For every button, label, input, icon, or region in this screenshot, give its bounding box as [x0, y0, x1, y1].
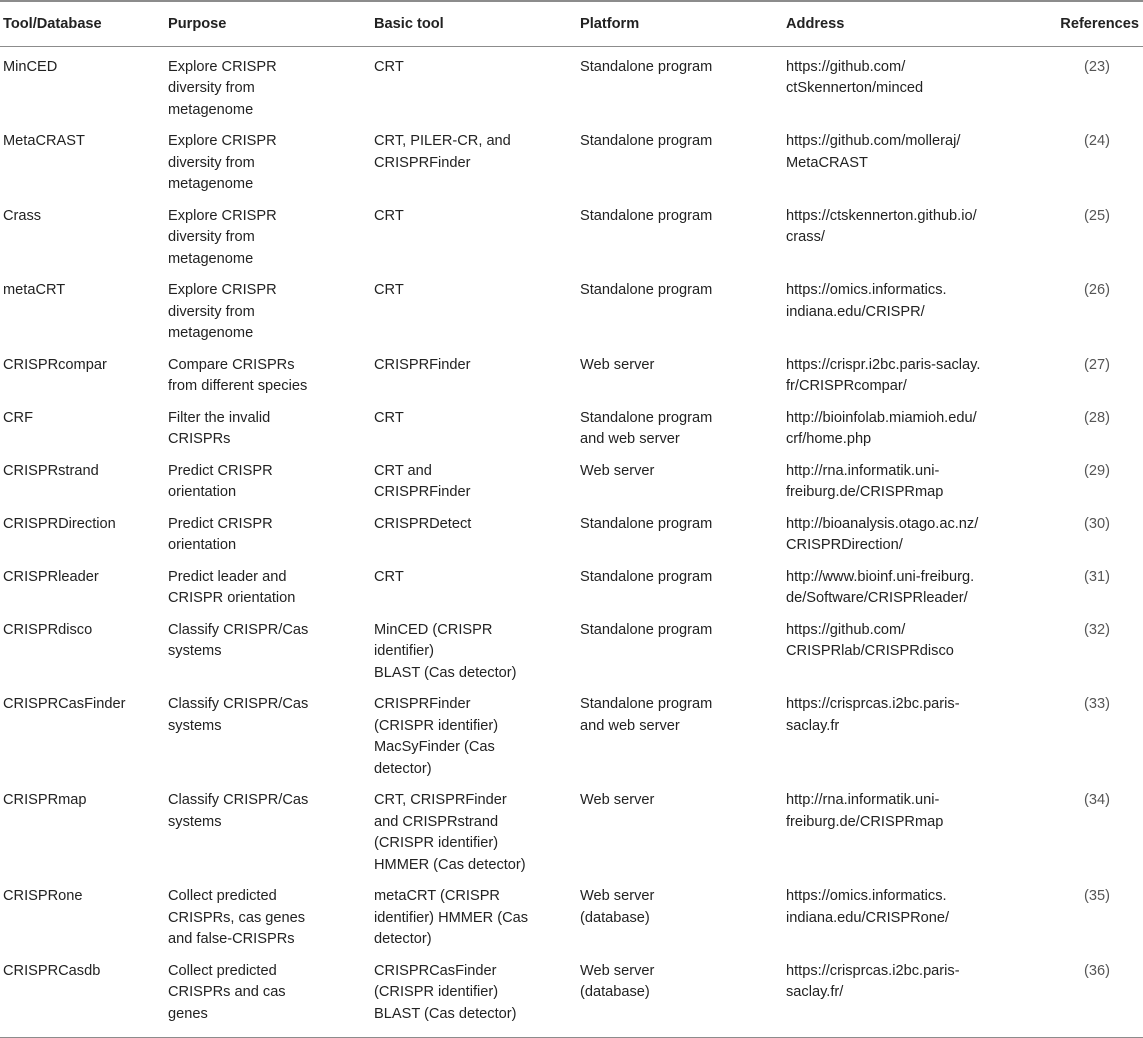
cell-purpose-line: Classify CRISPR/Cas: [168, 621, 309, 638]
table-row: [0, 461, 1143, 514]
cell-purpose: [164, 961, 370, 1038]
cell-address-line: https://omics.informatics.: [786, 282, 947, 298]
table-header: [0, 1, 1143, 46]
cell-basic-tool-line: and CRISPRstrand: [374, 813, 499, 830]
cell-platform-line: (database): [580, 984, 650, 1000]
cell-basic-tool-line: BLAST (Cas detector): [374, 664, 517, 681]
cell-platform-line: and web server: [580, 431, 680, 447]
cell-basic-tool-line: CRISPRFinder: [374, 484, 471, 500]
cell-purpose: [164, 620, 370, 695]
cell-purpose: [164, 886, 370, 961]
cell-platform-line: Standalone program: [580, 621, 713, 638]
cell-address-line: http://rna.informatik.uni-: [786, 462, 940, 479]
cell-address-line: de/Software/CRISPRleader/: [786, 590, 968, 606]
cell-purpose-line: metagenome: [168, 176, 254, 192]
cell-address: [782, 46, 1025, 131]
cell-reference: (24): [1084, 133, 1110, 149]
table-row: [0, 280, 1143, 355]
cell-reference: (23): [1084, 58, 1110, 75]
cell-tool: Crass: [3, 207, 42, 224]
header-purpose: Purpose: [164, 1, 370, 46]
cell-address: [782, 886, 1025, 961]
cell-platform-line: Standalone program: [580, 282, 713, 298]
cell-purpose: [164, 355, 370, 408]
cell-platform-line: Standalone program: [580, 133, 713, 149]
cell-address-line: https://github.com/: [786, 58, 906, 75]
cell-purpose: [164, 408, 370, 461]
cell-address: [782, 567, 1025, 620]
cell-purpose-line: systems: [168, 643, 222, 659]
cell-tool: CRISPRdisco: [3, 621, 93, 638]
cell-address-line: http://www.bioinf.uni-freiburg.: [786, 568, 975, 585]
cell-address-line: CRISPRlab/CRISPRdisco: [786, 643, 954, 659]
cell-platform: [576, 620, 782, 695]
cell-platform: [576, 514, 782, 567]
table-row: [0, 131, 1143, 206]
cell-platform: [576, 206, 782, 281]
cell-address: [782, 620, 1025, 695]
cell-reference: (30): [1084, 515, 1110, 532]
cell-address-line: http://bioinfolab.miamioh.edu/: [786, 409, 977, 426]
cell-tool: CRISPRleader: [3, 568, 99, 585]
cell-purpose-line: Explore CRISPR: [168, 133, 277, 149]
cell-purpose-line: Predict CRISPR: [168, 515, 273, 532]
cell-basic-tool-line: identifier): [374, 643, 435, 659]
table-body: [0, 46, 1143, 1038]
cell-platform: [576, 790, 782, 886]
cell-purpose: [164, 461, 370, 514]
cell-purpose-line: diversity from: [168, 80, 255, 96]
cell-purpose-line: diversity from: [168, 154, 255, 171]
cell-basic-tool-line: CRT, PILER-CR, and: [374, 133, 511, 149]
cell-basic-tool: [370, 886, 576, 961]
cell-address: [782, 206, 1025, 281]
cell-address-line: https://crisprcas.i2bc.paris-: [786, 962, 960, 979]
cell-address-line: saclay.fr: [786, 717, 840, 734]
cell-address: [782, 355, 1025, 408]
cell-address-line: fr/CRISPRcompar/: [786, 378, 907, 394]
cell-purpose-line: and false-CRISPRs: [168, 931, 295, 947]
cell-purpose: [164, 131, 370, 206]
cell-purpose-line: diversity from: [168, 303, 255, 320]
cell-platform-line: and web server: [580, 717, 680, 734]
cell-address: [782, 131, 1025, 206]
cell-reference: (28): [1084, 409, 1110, 426]
table-row: [0, 886, 1143, 961]
cell-purpose-line: Explore CRISPR: [168, 207, 277, 224]
cell-basic-tool: [370, 620, 576, 695]
cell-purpose-line: diversity from: [168, 229, 255, 245]
cell-address-line: freiburg.de/CRISPRmap: [786, 813, 944, 830]
cell-purpose-line: Classify CRISPR/Cas: [168, 792, 309, 808]
cell-reference: (35): [1084, 888, 1110, 904]
table-row: [0, 961, 1143, 1038]
table-row: [0, 790, 1143, 886]
cell-basic-tool-line: CRISPRFinder: [374, 356, 471, 373]
cell-address-line: crass/: [786, 229, 825, 245]
cell-reference: (33): [1084, 696, 1110, 712]
cell-purpose: [164, 567, 370, 620]
cell-purpose: [164, 514, 370, 567]
cell-address: [782, 461, 1025, 514]
cell-address-line: https://github.com/: [786, 621, 906, 638]
cell-purpose: [164, 46, 370, 131]
cell-reference: (32): [1084, 621, 1110, 638]
cell-platform: [576, 131, 782, 206]
cell-basic-tool: [370, 408, 576, 461]
cell-purpose-line: Collect predicted: [168, 888, 277, 904]
cell-platform-line: Standalone program: [580, 515, 713, 532]
cell-purpose: [164, 694, 370, 790]
cell-basic-tool: [370, 694, 576, 790]
cell-reference: (36): [1025, 961, 1143, 1038]
cell-basic-tool-line: MacSyFinder (Cas: [374, 739, 495, 755]
table-row: [0, 567, 1143, 620]
cell-address-line: https://github.com/molleraj/: [786, 133, 961, 149]
cell-basic-tool-line: CRISPRFinder: [374, 154, 471, 171]
cell-basic-tool: [370, 514, 576, 567]
cell-tool: CRISPRCasFinder: [3, 696, 126, 712]
cell-basic-tool-line: CRT, CRISPRFinder: [374, 792, 507, 808]
cell-address-line: indiana.edu/CRISPR/: [786, 303, 925, 320]
cell-tool: CRISPRcompar: [3, 356, 107, 373]
cell-address: [782, 790, 1025, 886]
cell-purpose-line: CRISPRs and cas: [168, 984, 286, 1000]
cell-platform: [576, 961, 782, 1038]
cell-purpose-line: CRISPRs: [168, 431, 231, 447]
cell-reference: (26): [1084, 282, 1110, 298]
cell-basic-tool-line: (CRISPR identifier): [374, 984, 499, 1000]
cell-basic-tool-line: CRT: [374, 282, 404, 298]
cell-basic-tool: [370, 790, 576, 886]
cell-basic-tool-line: metaCRT (CRISPR: [374, 888, 500, 904]
cell-purpose-line: systems: [168, 813, 222, 830]
cell-tool: CRISPRstrand: [3, 462, 99, 479]
cell-platform: [576, 280, 782, 355]
table-row: [0, 355, 1143, 408]
cell-address-line: http://rna.informatik.uni-: [786, 792, 940, 808]
cell-platform: [576, 355, 782, 408]
cell-basic-tool: [370, 961, 576, 1038]
cell-basic-tool-line: CRT: [374, 58, 404, 75]
cell-basic-tool: [370, 461, 576, 514]
cell-purpose-line: metagenome: [168, 101, 254, 118]
cell-purpose-line: Filter the invalid: [168, 409, 271, 426]
cell-platform: [576, 567, 782, 620]
cell-platform-line: Web server: [580, 356, 655, 373]
cell-purpose-line: Compare CRISPRs: [168, 356, 295, 373]
cell-purpose-line: Explore CRISPR: [168, 58, 277, 75]
header-basic-tool: Basic tool: [370, 1, 576, 46]
table-row: [0, 694, 1143, 790]
cell-purpose-line: metagenome: [168, 325, 254, 341]
cell-purpose-line: Collect predicted: [168, 962, 277, 979]
cell-reference: (29): [1084, 462, 1110, 479]
cell-purpose: [164, 790, 370, 886]
header-references: References: [1025, 1, 1143, 46]
cell-address: [782, 280, 1025, 355]
cell-address-line: https://ctskennerton.github.io/: [786, 207, 977, 224]
cell-basic-tool: [370, 567, 576, 620]
cell-platform-line: Web server: [580, 792, 655, 808]
cell-address-line: CRISPRDirection/: [786, 537, 903, 553]
cell-basic-tool-line: CRISPRCasFinder: [374, 962, 497, 979]
cell-address-line: ctSkennerton/minced: [786, 80, 924, 96]
cell-basic-tool-line: detector): [374, 760, 432, 777]
cell-address: [782, 408, 1025, 461]
cell-purpose-line: metagenome: [168, 250, 254, 267]
cell-basic-tool: [370, 280, 576, 355]
cell-tool: CRF: [3, 409, 33, 426]
cell-address-line: indiana.edu/CRISPRone/: [786, 909, 950, 926]
cell-address: [782, 961, 1025, 1038]
cell-platform-line: Web server: [580, 962, 655, 979]
cell-reference: (34): [1084, 792, 1110, 808]
cell-basic-tool-line: detector): [374, 931, 432, 947]
cell-purpose: [164, 206, 370, 281]
header-row: [0, 1, 1143, 46]
cell-basic-tool-line: HMMER (Cas detector): [374, 856, 526, 873]
cell-address-line: https://crispr.i2bc.paris-saclay.: [786, 356, 981, 373]
cell-basic-tool-line: CRT: [374, 409, 404, 426]
cell-address-line: http://bioanalysis.otago.ac.nz/: [786, 515, 979, 532]
cell-basic-tool-line: CRT and: [374, 462, 432, 479]
cell-basic-tool: [370, 46, 576, 131]
table-row: [0, 408, 1143, 461]
cell-tool: CRISPRCasdb: [0, 961, 164, 1038]
cell-platform: [576, 46, 782, 131]
cell-address-line: saclay.fr/: [786, 984, 844, 1000]
cell-purpose-line: CRISPRs, cas genes: [168, 909, 306, 926]
cell-basic-tool-line: CRISPRFinder: [374, 696, 471, 712]
cell-platform-line: Standalone program: [580, 568, 713, 585]
table-row: [0, 46, 1143, 131]
cell-tool: MinCED: [3, 58, 58, 75]
header-address: Address: [782, 1, 1025, 46]
cell-address: [782, 514, 1025, 567]
cell-address-line: freiburg.de/CRISPRmap: [786, 484, 944, 500]
cell-platform-line: Standalone program: [580, 696, 713, 712]
cell-basic-tool-line: CRT: [374, 568, 404, 585]
cell-tool: CRISPRmap: [3, 792, 87, 808]
cell-purpose-line: from different species: [168, 378, 308, 394]
cell-address-line: https://omics.informatics.: [786, 888, 947, 904]
cell-purpose: [164, 280, 370, 355]
cell-basic-tool-line: (CRISPR identifier): [374, 835, 499, 851]
cell-basic-tool: [370, 131, 576, 206]
cell-tool: metaCRT: [3, 282, 66, 298]
cell-platform-line: Standalone program: [580, 58, 713, 75]
cell-purpose-line: Predict leader and: [168, 568, 287, 585]
cell-purpose-line: Classify CRISPR/Cas: [168, 696, 309, 712]
cell-basic-tool-line: identifier) HMMER (Cas: [374, 909, 529, 926]
cell-basic-tool-line: CRISPRDetect: [374, 515, 472, 532]
cell-purpose-line: Predict CRISPR: [168, 462, 273, 479]
cell-address: [782, 694, 1025, 790]
cell-basic-tool: [370, 206, 576, 281]
cell-platform-line: Web server: [580, 888, 655, 904]
cell-reference: (31): [1084, 568, 1110, 585]
table-row: [0, 514, 1143, 567]
cell-reference: (25): [1084, 207, 1110, 224]
cell-purpose-line: genes: [168, 1005, 208, 1022]
cell-basic-tool-line: CRT: [374, 207, 404, 224]
cell-basic-tool-line: (CRISPR identifier): [374, 717, 499, 734]
cell-tool: CRISPRone: [3, 888, 83, 904]
cell-basic-tool-line: MinCED (CRISPR: [374, 621, 493, 638]
cell-platform-line: (database): [580, 909, 650, 926]
cell-tool: CRISPRDirection: [3, 515, 116, 532]
cell-address-line: MetaCRAST: [786, 154, 868, 171]
cell-platform: [576, 694, 782, 790]
cell-purpose-line: systems: [168, 717, 222, 734]
header-tool: Tool/Database: [0, 1, 164, 46]
cell-purpose-line: CRISPR orientation: [168, 590, 296, 606]
cell-platform: [576, 886, 782, 961]
cell-platform-line: Web server: [580, 462, 655, 479]
table-row: [0, 206, 1143, 281]
cell-purpose-line: Explore CRISPR: [168, 282, 277, 298]
cell-platform-line: Standalone program: [580, 409, 713, 426]
cell-platform-line: Standalone program: [580, 207, 713, 224]
cell-platform: [576, 461, 782, 514]
cell-address-line: crf/home.php: [786, 431, 872, 447]
cell-address-line: https://crisprcas.i2bc.paris-: [786, 696, 960, 712]
cell-purpose-line: orientation: [168, 537, 237, 553]
header-platform: Platform: [576, 1, 782, 46]
cell-basic-tool: [370, 355, 576, 408]
table-row: [0, 620, 1143, 695]
cell-basic-tool-line: BLAST (Cas detector): [374, 1005, 517, 1022]
cell-tool: MetaCRAST: [3, 133, 85, 149]
cell-platform: [576, 408, 782, 461]
cell-purpose-line: orientation: [168, 484, 237, 500]
cell-reference: (27): [1084, 356, 1110, 373]
